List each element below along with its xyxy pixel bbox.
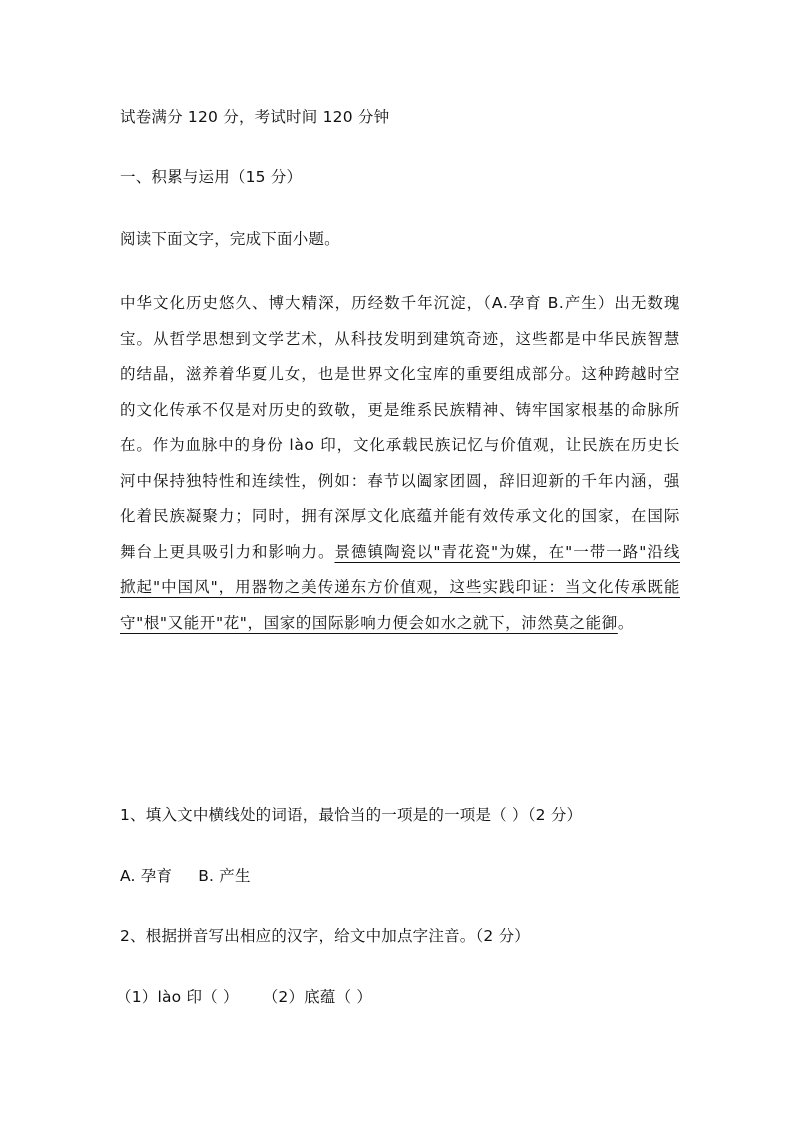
passage-underlined-text: 景德镇陶瓷以"青花瓷"为媒，在"一带一路"沿线掀起"中国风"，用器物之美传递东方价值观，这些实践印证：当文化传承既能守"根"又能开"花"，国家的国际影响力便会如水之就下，沛然莫之能御 <box>120 542 680 632</box>
question-2-stem: 2、根据拼音写出相应的汉字，给文中加点字注音。（2 分） <box>120 927 531 945</box>
passage-end-punctuation: 。 <box>617 613 634 632</box>
passage-text: 中华文化历史悠久、博大精深，历经数千年沉淀，（A.孕育 B.产生）出无数瑰宝。从哲学思想到文学艺术，从科技发明到建筑奇迹，这些都是中华民族智慧的结晶，滋养着华夏儿女，也是世界文化宝库的重要组成部分。这种跨越时空的文化传承不仅是对历史的致敬，更是维系民族精神、铸牢国家根基的命脉所在。作为血脉中的身份 lào 印，文化承载民族记忆与价值观，让民族在历史长河中保持独特性和连续性，例如：春节以阖家团圆，辞旧迎新的千年内涵，强化着民族凝聚力；同时，拥有深厚文化底蕴并能有效传承文化的国家，在国际舞台上更具吸引力和影响力。 <box>120 294 680 561</box>
reading-instruction: 阅读下面文字，完成下面小题。 <box>120 230 340 248</box>
question-1-options <box>120 866 251 886</box>
question-2-item-1: （1）lào 印（ ） <box>116 988 239 1006</box>
option-a: A. 孕育 <box>120 867 173 885</box>
question-2-items <box>116 987 372 1007</box>
question-2-item-2: （2）底蕴（ ） <box>262 988 373 1006</box>
reading-passage <box>120 286 680 641</box>
section-title: 一、积累与运用（15 分） <box>120 168 303 186</box>
exam-info: 试卷满分 120 分，考试时间 120 分钟 <box>120 108 390 126</box>
question-1-stem: 1、填入文中横线处的词语，最恰当的一项是的一项是（ ）（2 分） <box>120 806 583 824</box>
option-b: B. 产生 <box>198 867 251 885</box>
